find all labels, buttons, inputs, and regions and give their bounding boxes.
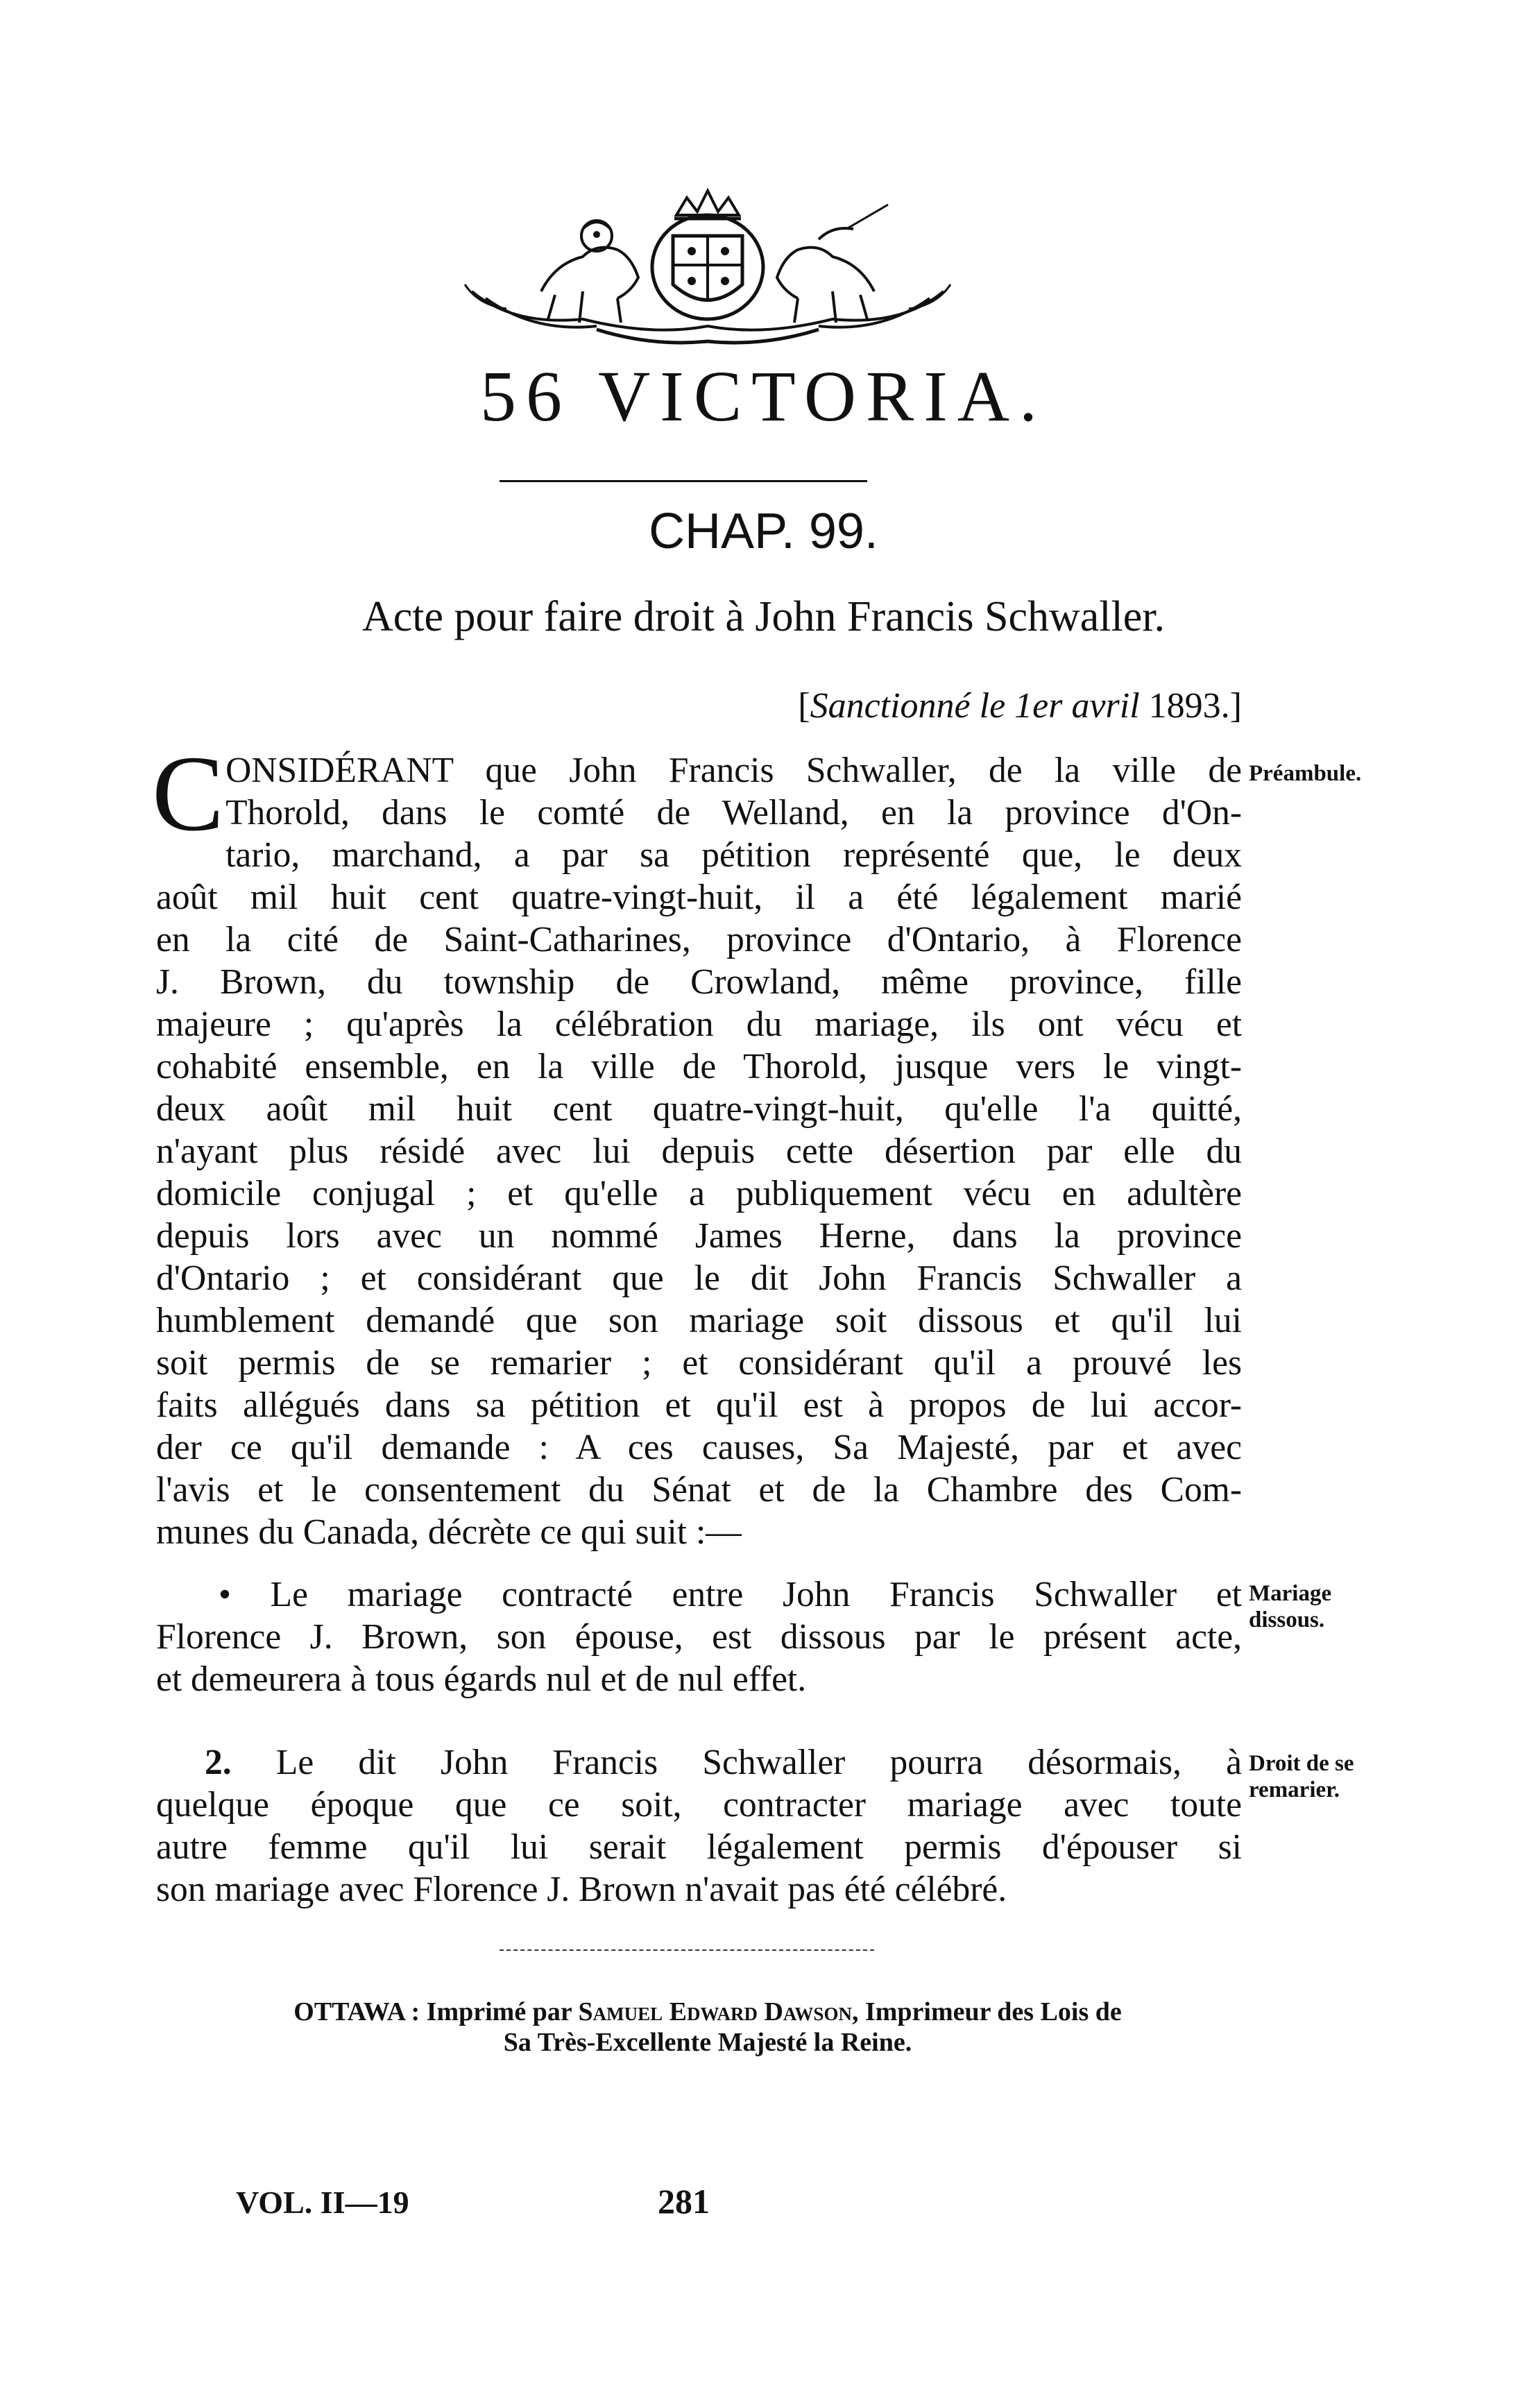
sanction-year: 1893.] [1148, 686, 1242, 726]
text-line: depuis lors avec un nommé James Herne, dans la province [156, 1216, 1242, 1256]
text-line: et demeurera à tous égards nul et de nul effet. [156, 1659, 807, 1699]
imprint-text: OTTAWA : Imprimé par [293, 1997, 579, 2026]
section-number: • [219, 1575, 232, 1614]
text-line: faits allégués dans sa pétition et qu'il est à propos de lui accor- [156, 1385, 1242, 1425]
header-rule [500, 480, 867, 482]
text-line: autre femme qu'il lui serait légalement permis d'épouser si [156, 1827, 1242, 1867]
section-2 [156, 1741, 1242, 1911]
imprint-text: , Imprimeur des Lois de [851, 1997, 1122, 2026]
margin-note-line: Mariage [1249, 1581, 1332, 1606]
printer-name: Samuel Edward Dawson [578, 1997, 852, 2026]
section-1 [156, 1573, 1242, 1700]
text-line: août mil huit cent quatre-vingt-huit, il a été légalement marié [156, 878, 1242, 917]
text-line: Thorold, dans le comté de Welland, en la province d'On- [225, 793, 1242, 832]
text-line: majeure ; qu'après la célébration du mariage, ils ont vécu et [156, 1005, 1242, 1044]
imprint-line-1 [167, 1997, 1249, 2027]
text-line: der ce qu'il demande : A ces causes, Sa Majesté, par et avec [156, 1428, 1242, 1467]
page-number: 281 [658, 2182, 710, 2221]
margin-note-line: Droit de se [1249, 1751, 1354, 1776]
text-line: son mariage avec Florence J. Brown n'avait pas été célébré. [156, 1870, 1007, 1909]
text-line: soit permis de se remarier ; et considérant qu'il a prouvé les [156, 1343, 1242, 1383]
text-line: en la cité de Saint-Catharines, province d'Ontario, à Florence [156, 920, 1242, 959]
text-line: quelque époque que ce soit, contracter mariage avec toute [156, 1785, 1242, 1825]
text-line [156, 1741, 1242, 1784]
text-line-content: Le mariage contracté entre John Francis Schwaller et [231, 1575, 1242, 1614]
text-line: tario, marchand, a par sa pétition représenté que, le deux [225, 835, 1242, 875]
margin-note-line: dissous. [1249, 1607, 1325, 1632]
text-line [156, 749, 1242, 792]
text-line: humblement demandé que son mariage soit dissous et qu'il lui [156, 1301, 1242, 1340]
royal-coat-of-arms-icon [458, 187, 957, 347]
act-title: Acte pour faire droit à John Francis Schwaller. [362, 593, 1165, 640]
drop-cap: C [152, 733, 225, 853]
margin-note-line: remarier. [1249, 1777, 1340, 1802]
text-line-content: Le dit John Francis Schwaller pourra désormais, à [231, 1743, 1242, 1782]
closing-rule [500, 1949, 874, 1951]
text-line: munes du Canada, décrète ce qui suit :— [156, 1512, 742, 1552]
printer-imprint [167, 1997, 1249, 2058]
reign-heading: 56 VICTORIA. [479, 357, 1048, 436]
section-number: 2. [205, 1743, 232, 1782]
margin-note-preamble: Préambule. [1249, 761, 1362, 786]
text-line: deux août mil huit cent quatre-vingt-huit, qu'elle l'a quitté, [156, 1089, 1242, 1129]
chapter-heading: CHAP. 99. [649, 504, 878, 559]
text-line [156, 1573, 1242, 1616]
text-line: n'ayant plus résidé avec lui depuis cette désertion par elle du [156, 1132, 1242, 1171]
text-line: Florence J. Brown, son épouse, est dissous par le présent acte, [156, 1617, 1242, 1657]
sanction-text: Sanctionné le 1er avril [810, 686, 1140, 726]
sanction-date [0, 688, 1242, 724]
imprint-line-2: Sa Très-Excellente Majesté la Reine. [503, 2028, 912, 2057]
preamble-paragraph [152, 733, 1242, 1553]
first-word: ONSIDÉRANT [225, 751, 454, 790]
text-line: l'avis et le consentement du Sénat et de la Chambre des Com- [156, 1470, 1242, 1510]
text-line: d'Ontario ; et considérant que le dit John Francis Schwaller a [156, 1258, 1242, 1298]
text-line: cohabité ensemble, en la ville de Thorold, jusque vers le vingt- [156, 1047, 1242, 1086]
margin-note-section-1 [1249, 1580, 1388, 1633]
text-line: domicile conjugal ; et qu'elle a publiquement vécu en adultère [156, 1174, 1242, 1213]
volume-label: VOL. II—19 [236, 2185, 409, 2220]
text-line-content: que John Francis Schwaller, de la ville de [453, 751, 1242, 790]
sanction-bracket: [ [798, 686, 810, 726]
margin-note-section-2 [1249, 1750, 1388, 1803]
text-line: J. Brown, du township de Crowland, même province, fille [156, 962, 1242, 1002]
